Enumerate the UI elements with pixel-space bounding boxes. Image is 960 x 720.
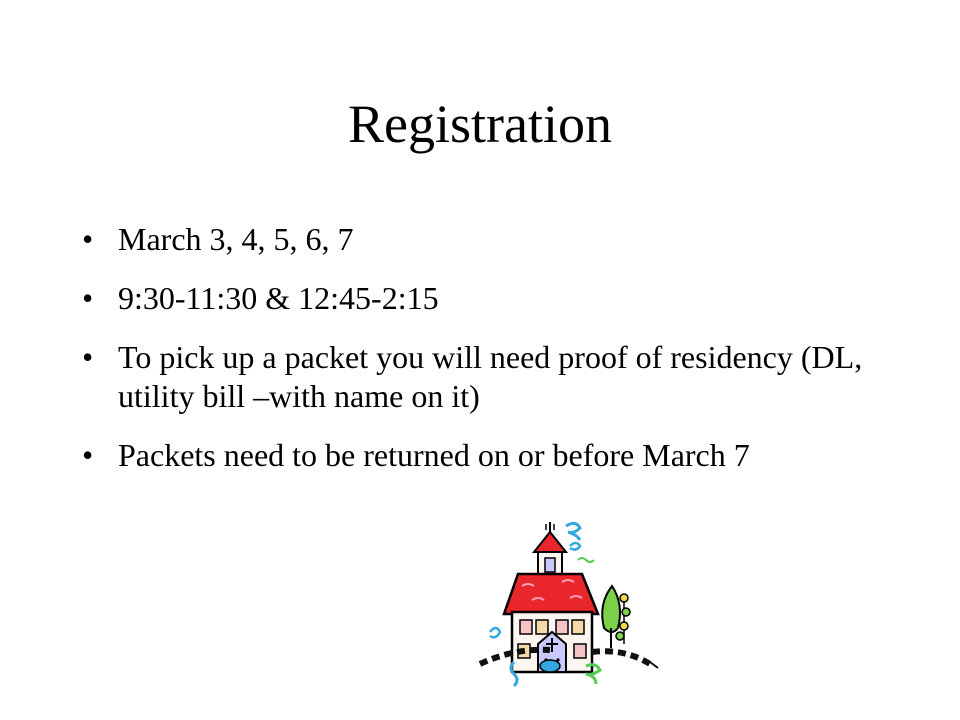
bullet-item	[80, 436, 880, 475]
main-roof	[504, 574, 598, 614]
bullet-list	[80, 220, 880, 495]
tower-window	[545, 558, 555, 572]
swirl-decoration	[578, 558, 594, 562]
window	[572, 620, 584, 634]
stone-icon	[540, 660, 560, 672]
swirl-decoration	[566, 523, 580, 540]
bullet-text: March 3, 4, 5, 6, 7	[118, 221, 354, 257]
ground-path	[650, 662, 658, 668]
ground-path	[592, 651, 650, 664]
window	[536, 620, 548, 634]
window	[574, 644, 586, 658]
schoolhouse-icon	[474, 516, 664, 690]
bullet-text: 9:30-11:30 & 12:45-2:15	[118, 280, 439, 316]
bullet-dot: •	[82, 339, 94, 375]
bullet-item	[80, 338, 880, 416]
slide-title: Registration	[348, 94, 612, 154]
flower-icon	[616, 632, 624, 640]
tower-roof	[534, 532, 566, 552]
flower-icon	[620, 594, 628, 602]
flower-icon	[620, 622, 628, 630]
bullet-item	[80, 220, 880, 259]
bullet-dot: •	[82, 280, 94, 316]
tree-icon	[602, 586, 620, 632]
flower-icon	[622, 608, 630, 616]
bullet-dot: •	[82, 437, 94, 473]
bullet-dot: •	[82, 221, 94, 257]
window	[520, 620, 532, 634]
bullet-text: To pick up a packet you will need proof of residency (DL, utility bill –with name on it)	[118, 339, 863, 414]
window	[556, 620, 568, 634]
bullet-item	[80, 279, 880, 318]
bullet-text: Packets need to be returned on or before March 7	[118, 437, 750, 473]
swirl-decoration	[490, 628, 500, 637]
swirl-decoration	[570, 543, 580, 550]
